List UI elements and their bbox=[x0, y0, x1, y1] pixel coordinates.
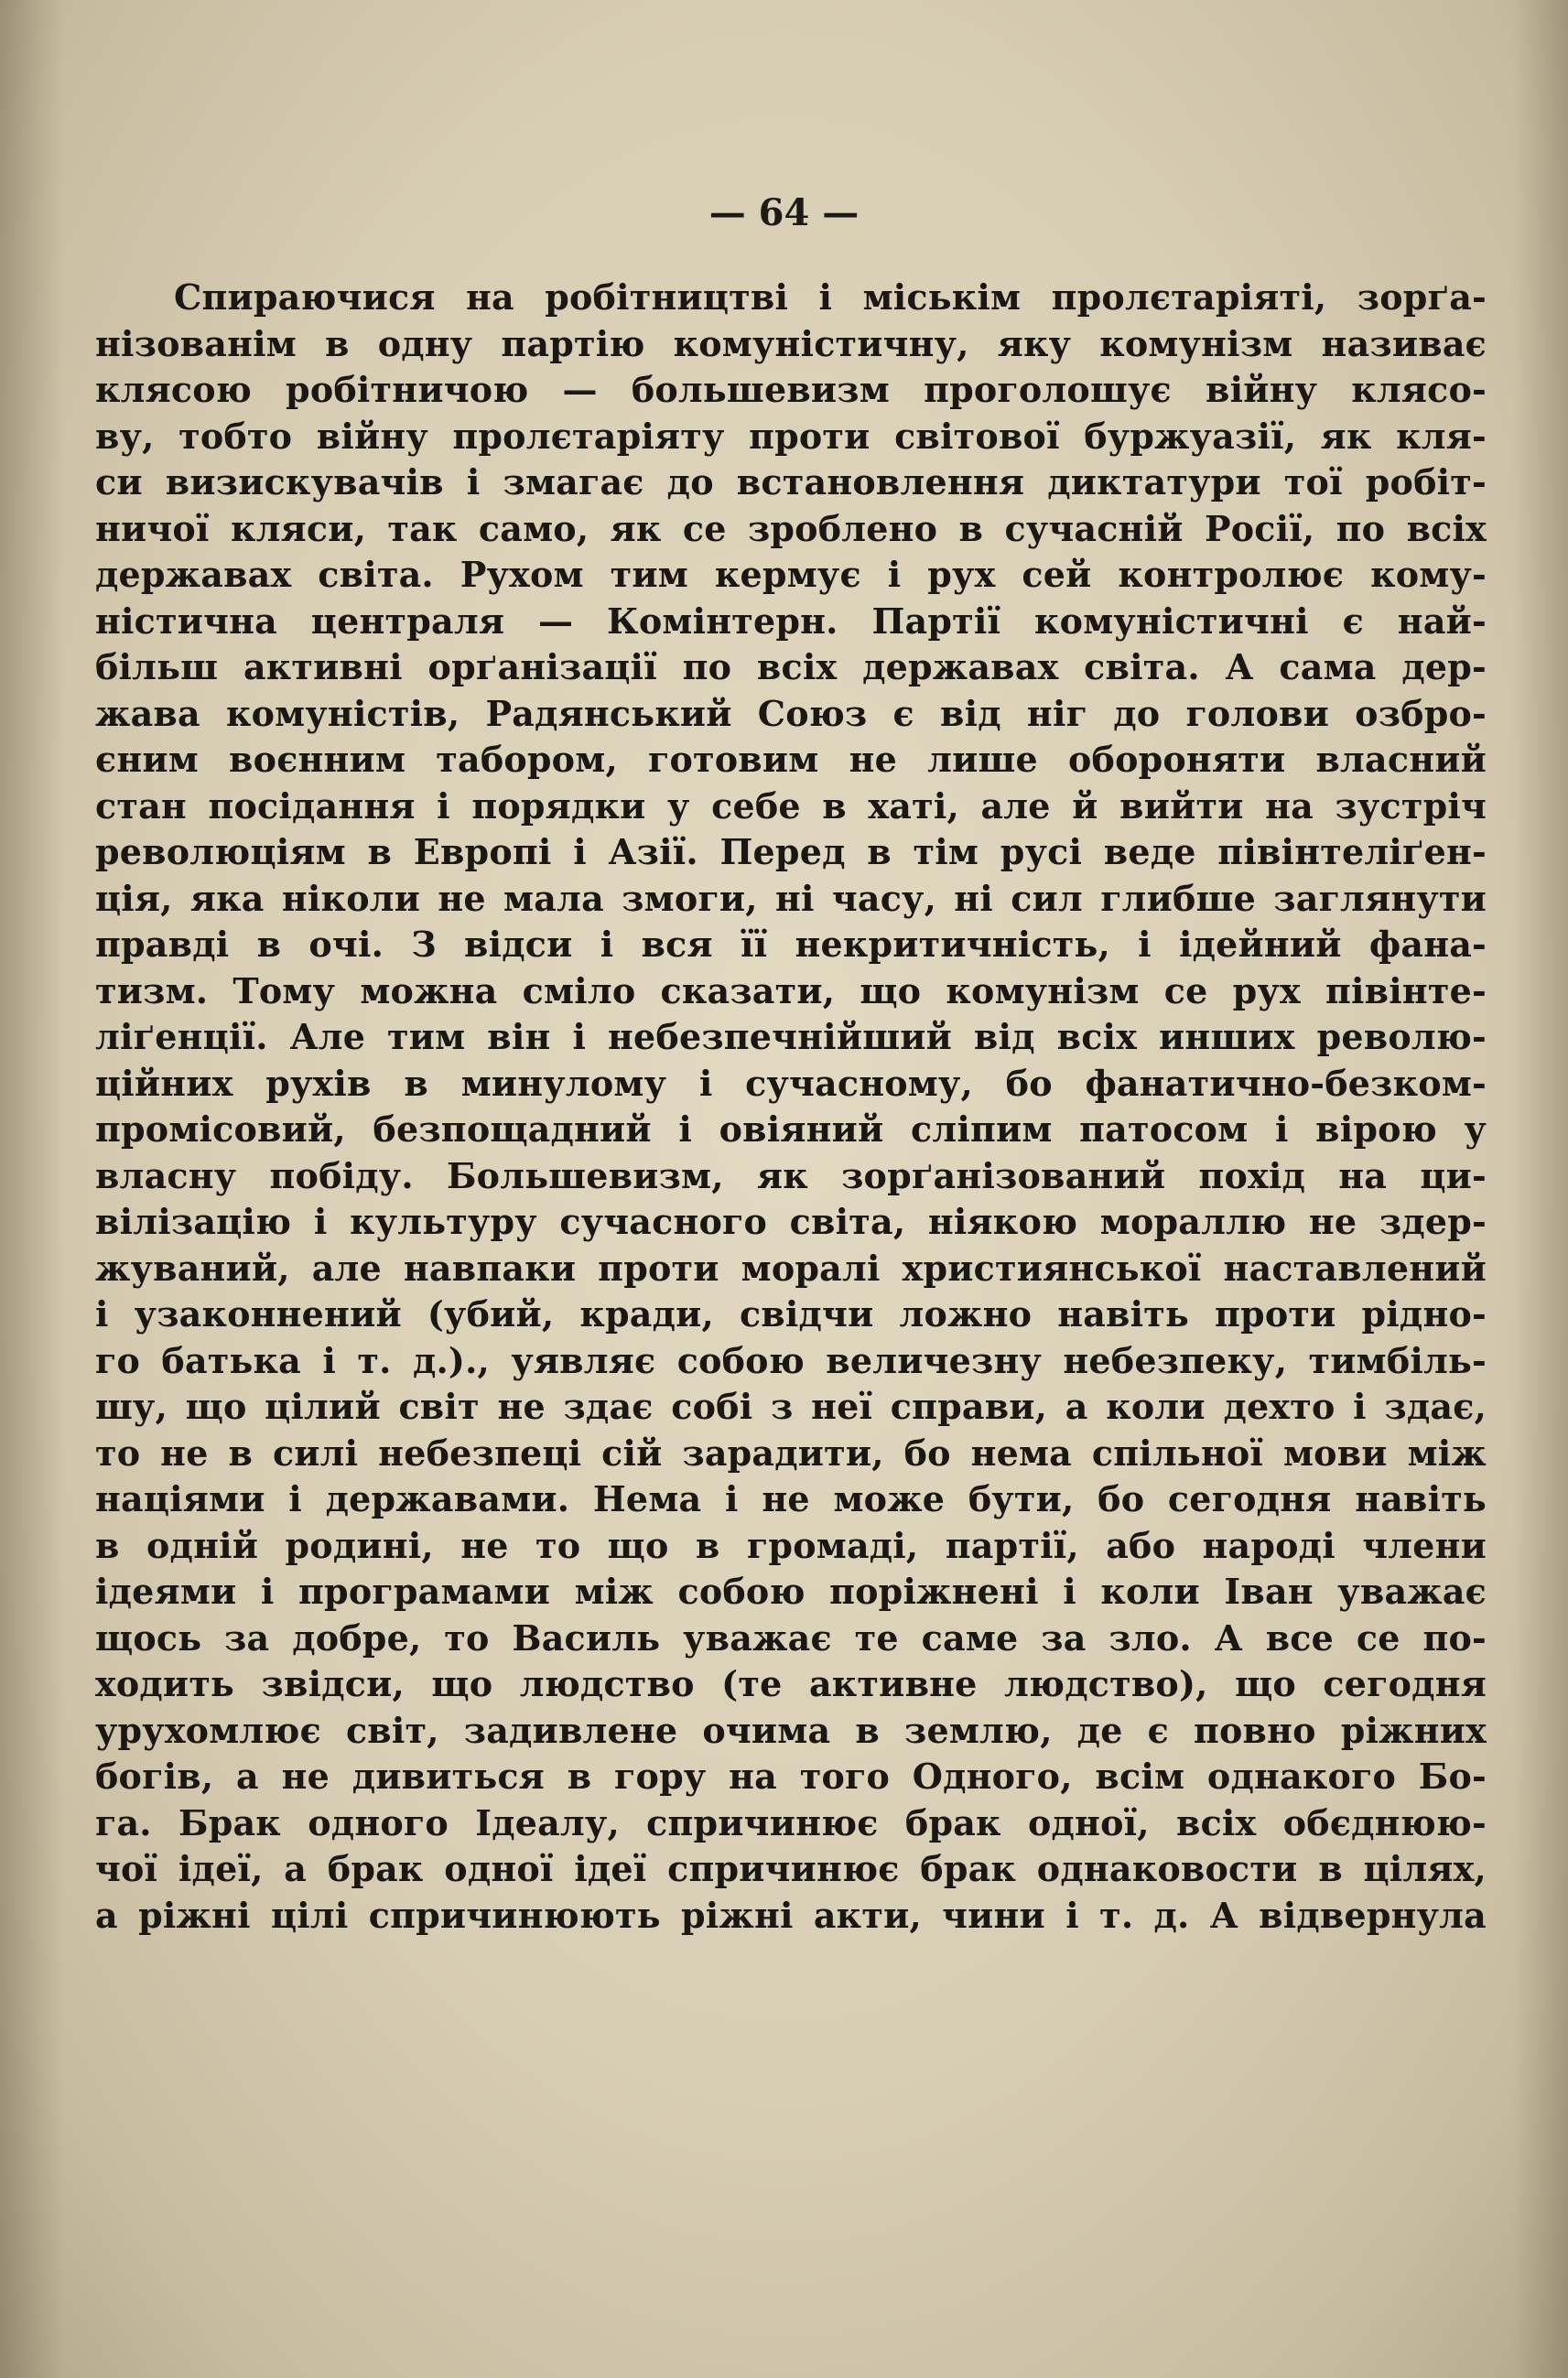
text-line: ліґенції. Але тим він і небезпечнійший від всіх инших револю- bbox=[95, 1016, 1487, 1057]
text-line: то не в силі небезпеці сій зарадити, бо нема спільної мови між bbox=[95, 1432, 1487, 1474]
text-line: богів, а не дивиться в гору на того Одного, всім однакого Бо- bbox=[95, 1756, 1487, 1797]
text-line: щось за добре, то Василь уважає те саме за зло. А все се по- bbox=[95, 1616, 1487, 1659]
text-line: а ріжні цілі спричинюють ріжні акти, чини і т. д. А відвернула bbox=[95, 1894, 1487, 1936]
text-line: урухомлює світ, задивлене очима в землю, де є повно ріжних bbox=[95, 1709, 1487, 1751]
text-line: Спираючися на робітництві і міськім пролєтаріяті, зорґа- bbox=[174, 276, 1487, 318]
text-line: ідеями і програмами між собою поріжнені і коли Іван уважає bbox=[95, 1571, 1487, 1612]
text-line: вілізацію і культуру сучасного світа, ніякою мораллю не здер- bbox=[95, 1201, 1487, 1242]
text-line: ву, тобто війну пролєтаріяту проти світової буржуазії, як кля- bbox=[95, 415, 1487, 457]
text-line: тизм. Тому можна сміло сказати, що комунізм се рух півінте- bbox=[95, 969, 1487, 1011]
text-line: правді в очі. З відси і вся її некритичність, і ідейний фана- bbox=[95, 924, 1487, 965]
text-line: нізованім в одну партію комуністичну, яку комунізм називає bbox=[95, 322, 1487, 364]
text-line: го батька і т. д.)., уявляє собою величезну небезпеку, тимбіль- bbox=[95, 1339, 1487, 1381]
text-line: єним воєнним табором, готовим не лише обороняти власний bbox=[95, 739, 1487, 780]
text-line: державах світа. Рухом тим кермує і рух сей контролює кому- bbox=[95, 554, 1487, 595]
text-line: більш активні орґанізації по всіх державах світа. А сама дер- bbox=[95, 646, 1487, 687]
text-line: ходить звідси, що людство (те активне людство), що сегодня bbox=[95, 1663, 1487, 1704]
text-line: ційних рухів в минулому і сучасному, бо фанатично-безком- bbox=[95, 1062, 1487, 1104]
text-line: га. Брак одного Ідеалу, спричинює брак одної, всіх обєднюю- bbox=[95, 1801, 1487, 1843]
text-line: промісовий, безпощадний і овіяний сліпим патосом і вірою у bbox=[95, 1108, 1487, 1150]
text-line: революціям в Европі і Азії. Перед в тім русі веде півінтеліґен- bbox=[95, 831, 1487, 872]
text-line: си визискувачів і змагає до встановлення диктатури тої робіт- bbox=[95, 461, 1487, 503]
text-line: шу, що цілий світ не здає собі з неї справи, а коли дехто і здає, bbox=[95, 1386, 1487, 1427]
text-line: ничої кляси, так само, як се зроблено в сучасній Росії, по всіх bbox=[95, 507, 1487, 549]
text-line: клясою робітничою — большевизм проголошує війну клясо- bbox=[95, 369, 1487, 410]
text-line: власну побіду. Большевизм, як зорґанізований похід на ци- bbox=[95, 1154, 1487, 1196]
text-line: жава комуністів, Радянський Союз є від ніг до голови озбро- bbox=[95, 692, 1487, 734]
text-line: в одній родині, не то що в громаді, партії, або народі члени bbox=[95, 1524, 1487, 1566]
text-line: націями і державами. Нема і не може бути, бо сегодня навіть bbox=[95, 1478, 1487, 1519]
text-line: і узаконнений (убий, кради, свідчи ложно навіть проти рідно- bbox=[95, 1293, 1487, 1335]
body-text bbox=[95, 275, 1487, 1939]
text-line: ністична централя — Комінтерн. Партії комуністичні є най- bbox=[95, 600, 1487, 642]
text-line: жуваний, але навпаки проти моралі християнської наставлений bbox=[95, 1247, 1487, 1289]
text-line: ція, яка ніколи не мала змоги, ні часу, ні сил глибше заглянути bbox=[95, 877, 1487, 919]
text-line: стан посідання і порядки у себе в хаті, але й вийти на зустріч bbox=[95, 784, 1487, 827]
text-line: чої ідеї, а брак одної ідеї спричинює брак однаковости в цілях, bbox=[95, 1848, 1487, 1889]
page-number: — 64 — bbox=[708, 191, 860, 234]
